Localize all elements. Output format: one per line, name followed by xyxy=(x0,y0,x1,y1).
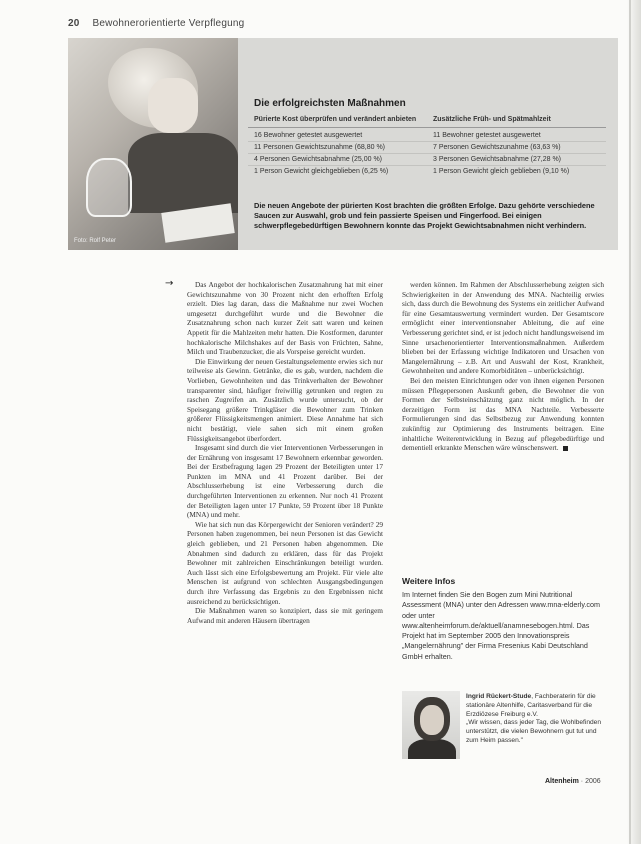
table-cell: 16 Bewohner getestet ausgewertet xyxy=(254,132,363,139)
section-title: Bewohnerorientierte Verpflegung xyxy=(92,18,245,29)
photo-face xyxy=(148,78,198,133)
table-cell: 7 Personen Gewichtszunahme (63,63 %) xyxy=(433,144,561,151)
table-row xyxy=(248,166,606,177)
table-cell: 4 Personen Gewichtsabnahme (25,00 %) xyxy=(254,156,383,163)
paragraph: Insgesamt sind durch die vier Interventionen Verbesserungen in der Ernährung von insgesamt 17 Bewohnern erkennbar geworden. Bei der Erstbefragung lagen 29 Prozent der Beteiligten unter 17 Punkten im MNA und 41 Prozent darüber. Bei der Abschlusserhebung ist eine Verbesserung durch die durchgeführten Interventionen zu erkennen. Nur noch 41 Prozent der Beteiligten lagen unter 17 Punkte, 59 Prozent über 18 Punkte (MNA) und mehr. xyxy=(187,443,383,520)
results-table xyxy=(248,116,606,177)
arrow-icon: → xyxy=(165,278,174,289)
photo-credit: Foto: Rolf Peter xyxy=(74,238,117,244)
table-header-right: Zusätzliche Früh- und Spätmahlzeit xyxy=(433,116,551,123)
table-row xyxy=(248,130,606,142)
author-photo-face xyxy=(420,705,444,735)
footer-separator: · xyxy=(580,778,586,785)
paragraph-text: Bei den meisten Einrichtungen oder von ihnen eigenen Personen müssen Pflegepersonen Auskunft geben, die Bewohner die von Formen der Selbsteinschätzung ganz nicht möglich. In der derzeitigen Form ist das MNA Nachteile. Verbesserte Formulierungen sind das Selbstbezug zur Anwendung konnten zukünftig zur Optimierung des Instruments beitragen. Eine inhaltliche Weiterentwicklung in Bezug auf pflegebedürftige und dementiell erkrankte Menschen wäre wünschenswert. xyxy=(402,375,604,453)
table-row xyxy=(248,142,606,154)
left-column xyxy=(187,280,383,625)
running-header xyxy=(68,18,244,29)
paragraph xyxy=(402,376,604,453)
results-panel xyxy=(238,38,618,250)
footer xyxy=(545,778,601,785)
author-bio: , Fachberaterin für die stationäre Altenhilfe, Caritasverband für die Erzdiözese Freiburg e.V. xyxy=(466,693,596,718)
further-info-text: Im Internet finden Sie den Bogen zum Mini Nutritional Assessment (MNA) unter den Adressen www.mna-elderly.com oder unter www.altenheimforum.de/aktuell/anamnesebogen.html. Das Projekt hat im September 2005 den Innovationspreis „Mangelernährung" der Firma Fresenius Kabi Deutschland GmbH erhalten. xyxy=(402,590,600,661)
table-cell: 1 Person Gewicht gleich geblieben (9,10 %) xyxy=(433,168,570,175)
table-cell: 11 Personen Gewichtszunahme (68,80 %) xyxy=(254,144,385,151)
table-cell: 3 Personen Gewichtsabnahme (27,28 %) xyxy=(433,156,562,163)
end-mark-icon xyxy=(563,446,568,451)
paragraph: Wie hat sich nun das Körpergewicht der Senioren verändert? 29 Personen haben zugenommen, bei neun Personen ist das Gewicht gleich geblieben, und 21 Personen haben abgenommen. Die Abnahmen sind dadurch zu erklären, dass für das Projekt Bewohner mit zahlreichen Einschränkungen beteiligt wurden. Auch lässt sich eine Erfolgsbewertung am Projekt. Für viele alte Menschen ist aufgrund von schlechten Ausgangsbedingungen durch ihre Verfassung das Ergebnis zu den Ergebnissen nicht ausreichend zu berücksichtigen. xyxy=(187,519,383,606)
panel-note: Die neuen Angebote der pürierten Kost brachten die größten Erfolge. Dazu gehörte verschiedene Saucen zur Auswahl, grob und fein passierte Speisen und Fingerfood. Bei einigen schwerpflegebedürftigen Bewohnern konnte das Projekt Gewichtsabnahmen nicht verhindern. xyxy=(254,201,595,230)
table-header xyxy=(248,116,606,128)
further-info-title: Weitere Infos xyxy=(402,576,456,586)
author-name: Ingrid Rückert-Stude xyxy=(466,693,532,700)
table-cell: 11 Bewohner getestet ausgewertet xyxy=(433,132,541,139)
article-photo xyxy=(68,38,238,250)
issue-year: 2006 xyxy=(585,778,601,785)
table-row xyxy=(248,154,606,166)
table-cell: 1 Person Gewicht gleichgeblieben (6,25 %) xyxy=(254,168,389,175)
author-box xyxy=(466,693,606,746)
photo-glass xyxy=(86,158,132,217)
magazine-name: Altenheim xyxy=(545,778,579,785)
photo-shirt xyxy=(128,133,238,213)
page-number: 20 xyxy=(68,18,80,29)
paragraph: Die Einwirkung der neuen Gestaltungselemente erwies sich nur teilweise als Gewinn. Getränke, die es gab, wurden, nachdem die Vorlieben, Gewohnheiten und das Trinkverhalten der Bewohner transparenter sind, häufiger freiwillig getrunken und regten zu raschen Zugreifen an. Zusätzlich wurde untersucht, ob der Speisegang größere Trinkgläser die Bewohner zum Trinken größerer Flüssigkeitsmengen animiert. Diese Annahme hat sich nicht bestätigt, viele sahen sich mit einem großen Flüssigkeitsangebot überfordert. xyxy=(187,356,383,443)
author-quote: „Wir wissen, dass jeder Tag, die Wohlbefinden unterstützt, die vielen Bewohnern gut tut und zum Heim passen." xyxy=(466,719,601,744)
paragraph: Das Angebot der hochkalorischen Zusatznahrung hat mit einer Gewichtszunahme von 30 Prozent nicht den erhofften Erfolg erzielt. Dies lag daran, dass die Maßnahme nur zwei Wochen umgesetzt durchgeführt wurde und die Bewohner die Zusatznahrung schon nach kurzer Zeit satt waren und keinen Appetit für die Mahlzeiten mehr hatten. Die Kostformen, darunter hochkalorische Milchshakes auf der Basis von Früchten, Sahne, Milch und Traubenzucker, die als Vorspeise gereicht wurden. xyxy=(187,280,383,357)
table-header-left: Pürierte Kost überprüfen und verändert anbieten xyxy=(254,116,417,123)
author-photo xyxy=(402,691,460,759)
right-column xyxy=(402,280,604,453)
panel-title: Die erfolgreichsten Maßnahmen xyxy=(254,98,406,109)
paragraph: Die Maßnahmen waren so konzipiert, dass sie mit geringem Aufwand mit anderen Häusern übertragen xyxy=(187,606,383,625)
author-photo-body xyxy=(408,739,456,759)
paragraph: werden können. Im Rahmen der Abschlusserhebung zeigten sich Schwierigkeiten in der Anwendung des MNA. Nachteilig erwies sich, dass durch die Bewohnung des Systems ein zeitlicher Aufwand für eine Gesamtauswertung vermindert wurden. Der Gesamtscore ermöglicht einer interventionsnaher Ableitung, die auf eine Verbesserung gerichtet sind, er ist jedoch nicht handlungsweisend im Sinne ursachenorientierter Interventionsmaßnahmen. Außerdem blieben bei der Erfassung wichtige Indikatoren und Ursachen von Mangelernährung – z.B. Art und Auswahl der Kost, Krankheit, Gewohnheiten und andere Komorbiditäten – unberücksichtigt. xyxy=(402,280,604,376)
gutter-line xyxy=(629,0,631,844)
